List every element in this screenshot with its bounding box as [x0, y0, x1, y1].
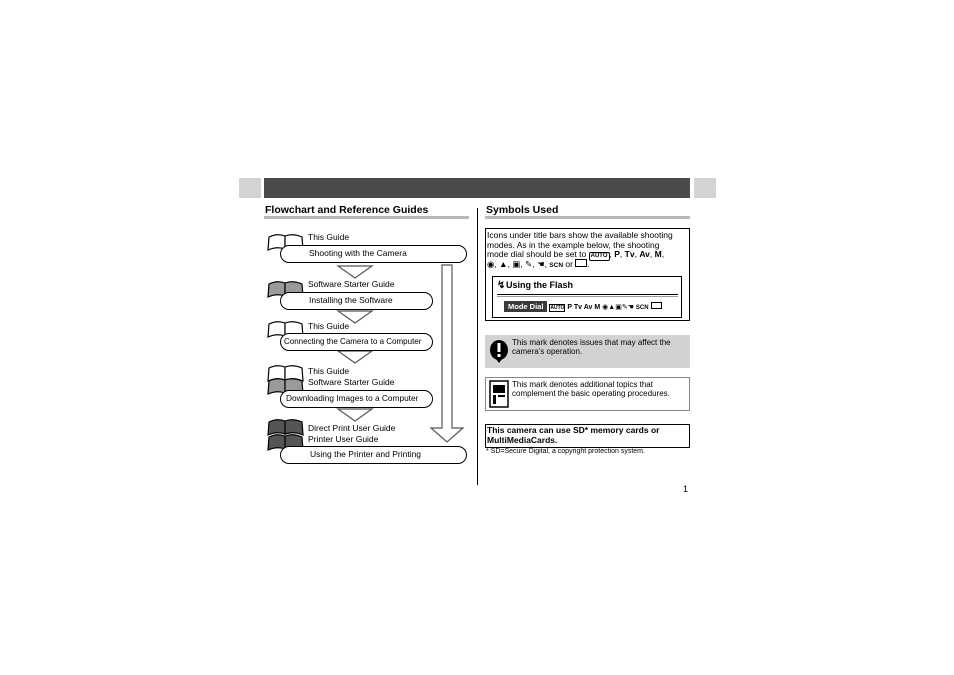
auto-mode-icon: AUTO: [590, 253, 608, 259]
intro-line-2: modes. As in the example below, the shooting: [487, 240, 660, 250]
info-memo-icon: [489, 380, 509, 408]
header-bar: [264, 178, 690, 198]
caution-icon: [489, 339, 509, 363]
or-word: or: [565, 259, 573, 269]
scene-icons: ◉▲▣✎☚: [602, 304, 634, 311]
sd-footnote: * SD=Secure Digital, a copyright protection system.: [486, 448, 645, 455]
stitch-assist-icon: [575, 259, 590, 269]
task-downloading-images: Downloading Images to a Computer: [280, 390, 433, 408]
guide-label: Printer User Guide: [308, 434, 379, 444]
guide-label: Software Starter Guide: [308, 377, 395, 387]
mode-dial-row: [504, 301, 662, 312]
task-connecting-camera: Connecting the Camera to a Computer: [280, 333, 433, 351]
flowchart-title: Flowchart and Reference Guides: [265, 204, 429, 216]
sep: ,: [634, 249, 637, 259]
right-tab: [694, 178, 716, 198]
auto-mode-icon: AUTO: [550, 305, 565, 311]
guide-label: This Guide: [308, 232, 350, 242]
indoor-icon: ☚: [536, 259, 545, 269]
mode-m: M: [654, 249, 662, 259]
page-number: 1: [683, 484, 689, 494]
book-icon: [268, 420, 303, 435]
guide-label: Software Starter Guide: [308, 279, 395, 289]
example-heading: Using the Flash: [506, 280, 574, 290]
night-scene-icon: ▣: [512, 259, 521, 269]
scn-icon: SCN: [635, 305, 649, 311]
sd-line-2: MultiMediaCards.: [487, 435, 558, 445]
task-installing-software: Installing the Software: [280, 292, 433, 310]
guide-label: Direct Print User Guide: [308, 423, 396, 433]
mode-letters: P Tv Av M: [567, 304, 601, 311]
guide-label: This Guide: [308, 366, 350, 376]
mode-p: P: [614, 249, 620, 259]
sep: ,: [649, 249, 653, 259]
left-tab: [239, 178, 261, 198]
intro-line-4: ◉, ▲, ▣, ✎, ☚, SCN or .: [487, 259, 590, 269]
stitch-assist-icon: [651, 302, 662, 309]
guide-label: This Guide: [308, 321, 350, 331]
example-heading-rule: [497, 294, 678, 295]
kids-pets-icon: ✎: [525, 259, 533, 269]
period: .: [587, 259, 590, 269]
flash-icon: ↯: [497, 280, 506, 291]
info-line-1: This mark denotes additional topics that: [512, 380, 653, 389]
mode-av: Av: [639, 249, 650, 259]
intro-line-1: Icons under title bars show the available shooting: [487, 230, 673, 240]
symbols-title: Symbols Used: [486, 204, 559, 216]
sd-line-1: This camera can use SD* memory cards or: [487, 425, 660, 435]
portrait-icon: ◉: [487, 259, 495, 269]
sep: ,: [619, 249, 623, 259]
example-heading-rule-2: [497, 296, 678, 297]
symbols-title-rule: [485, 216, 690, 219]
flowchart-title-rule: [264, 216, 469, 219]
intro-line-3-text: mode dial should be set to: [487, 249, 587, 259]
sep: ,: [661, 249, 665, 259]
sep: ,: [609, 249, 612, 259]
book-icon: [268, 366, 303, 381]
task-printing: Using the Printer and Printing: [280, 446, 467, 464]
caution-line-2: camera’s operation.: [512, 347, 583, 356]
landscape-icon: ▲: [499, 259, 508, 269]
mode-tv: Tv: [624, 249, 635, 259]
info-line-2: complement the basic operating procedures.: [512, 389, 670, 398]
scn-icon: SCN: [549, 262, 564, 269]
mode-dial-label: Mode Dial: [504, 301, 547, 312]
caution-line-1: This mark denotes issues that may affect the: [512, 338, 671, 347]
task-shooting: Shooting with the Camera: [280, 245, 467, 263]
